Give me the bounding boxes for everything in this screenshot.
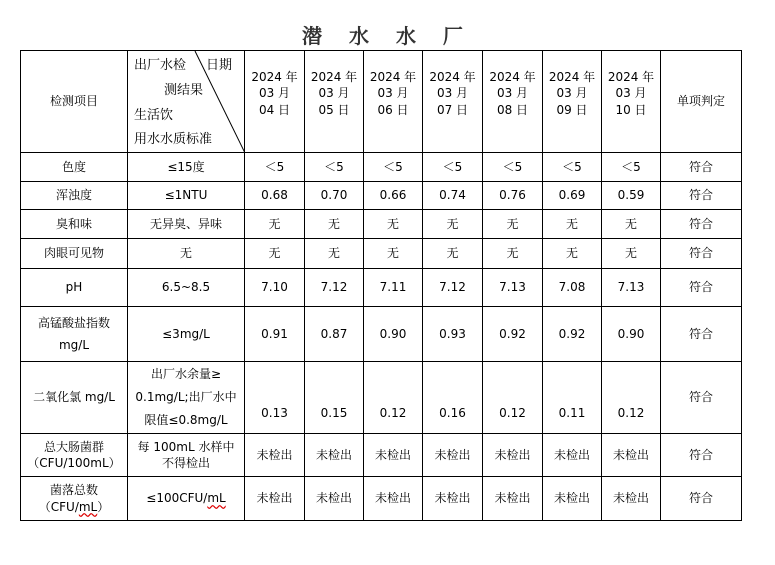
row-standard: 6.5~8.5	[128, 269, 245, 307]
row-value: 未检出	[602, 477, 661, 521]
date-header: 2024 年 03 月 08 日	[483, 51, 543, 153]
row-value: 0.69	[543, 182, 602, 210]
row-value: 0.76	[483, 182, 543, 210]
date-header: 2024 年 03 月 05 日	[305, 51, 364, 153]
date-header: 2024 年 03 月 07 日	[423, 51, 483, 153]
row-value: 未检出	[364, 477, 423, 521]
row-value: ＜5	[245, 153, 305, 182]
row-value: 无	[602, 210, 661, 239]
row-judge: 符合	[661, 477, 742, 521]
row-value: 未检出	[364, 434, 423, 477]
row-standard: ≤15度	[128, 153, 245, 182]
diag-text-1: 出厂水检	[134, 58, 187, 73]
row-value: 无	[305, 239, 364, 269]
row-value: 0.68	[245, 182, 305, 210]
row-value: 未检出	[245, 477, 305, 521]
row-value: 0.12	[364, 362, 423, 434]
row-standard: ≤1NTU	[128, 182, 245, 210]
table-row	[21, 210, 742, 239]
header-row	[21, 51, 742, 77]
row-value: 未检出	[543, 434, 602, 477]
row-value: 无	[423, 239, 483, 269]
row-value: 未检出	[305, 477, 364, 521]
row-item: 高锰酸盐指数 mg/L	[21, 307, 128, 362]
row-item: 菌落总数 （CFU/mL）	[21, 477, 128, 521]
row-standard: ≤100CFU/mL	[128, 477, 245, 521]
row-standard: 每 100mL 水样中 不得检出	[128, 434, 245, 477]
row-item: 总大肠菌群 （CFU/100mL）	[21, 434, 128, 477]
row-value: 0.16	[423, 362, 483, 434]
date-header: 2024 年 03 月 04 日	[245, 51, 305, 153]
row-value: 0.13	[245, 362, 305, 434]
row-value: 未检出	[423, 434, 483, 477]
row-item: 臭和味	[21, 210, 128, 239]
row-value: 0.12	[483, 362, 543, 434]
row-judge: 符合	[661, 210, 742, 239]
row-value: 7.08	[543, 269, 602, 307]
table-row	[21, 239, 742, 269]
row-value: 未检出	[602, 434, 661, 477]
row-value: 0.92	[543, 307, 602, 362]
row-value: 0.90	[364, 307, 423, 362]
row-value: 0.92	[483, 307, 543, 362]
row-value: 无	[364, 210, 423, 239]
header-judge: 单项判定	[661, 51, 742, 153]
page-title: 潜 水 水 厂	[302, 24, 473, 48]
row-value: 0.15	[305, 362, 364, 434]
row-value: 无	[543, 239, 602, 269]
row-judge: 符合	[661, 307, 742, 362]
row-value: 无	[245, 210, 305, 239]
row-value: 0.87	[305, 307, 364, 362]
row-judge: 符合	[661, 182, 742, 210]
row-value: ＜5	[364, 153, 423, 182]
row-item: pH	[21, 269, 128, 307]
date-header: 2024 年 03 月 06 日	[364, 51, 423, 153]
row-value: 7.10	[245, 269, 305, 307]
row-value: 7.12	[423, 269, 483, 307]
table-row	[21, 434, 742, 477]
row-value: 无	[543, 210, 602, 239]
table-row	[21, 153, 742, 182]
row-value: ＜5	[602, 153, 661, 182]
row-value: ＜5	[305, 153, 364, 182]
row-value: 未检出	[245, 434, 305, 477]
row-value: 7.13	[483, 269, 543, 307]
row-value: 无	[364, 239, 423, 269]
row-value: 7.12	[305, 269, 364, 307]
row-value: 0.90	[602, 307, 661, 362]
row-value: 0.74	[423, 182, 483, 210]
row-judge: 符合	[661, 434, 742, 477]
diag-text-date: 日期	[206, 58, 233, 73]
row-item: 色度	[21, 153, 128, 182]
row-value: 0.12	[602, 362, 661, 434]
table-row	[21, 182, 742, 210]
row-value: 0.70	[305, 182, 364, 210]
row-value: 7.11	[364, 269, 423, 307]
row-value: 0.11	[543, 362, 602, 434]
row-value: 0.59	[602, 182, 661, 210]
row-value: 未检出	[543, 477, 602, 521]
diag-text-3: 生活饮	[134, 108, 174, 123]
row-value: 未检出	[423, 477, 483, 521]
row-value: 未检出	[305, 434, 364, 477]
row-judge: 符合	[661, 269, 742, 307]
row-standard: ≤3mg/L	[128, 307, 245, 362]
row-judge: 符合	[661, 362, 742, 434]
row-value: 未检出	[483, 434, 543, 477]
row-value: 无	[245, 239, 305, 269]
row-item: 肉眼可见物	[21, 239, 128, 269]
row-standard: 出厂水余量≥ 0.1mg/L;出厂水中 限值≤0.8mg/L	[128, 362, 245, 434]
row-standard: 无	[128, 239, 245, 269]
header-item: 检测项目	[21, 51, 128, 153]
row-value: ＜5	[543, 153, 602, 182]
row-standard: 无异臭、异味	[128, 210, 245, 239]
row-judge: 符合	[661, 239, 742, 269]
table-row	[21, 477, 742, 521]
row-value: 无	[483, 239, 543, 269]
row-value: 0.91	[245, 307, 305, 362]
row-item: 浑浊度	[21, 182, 128, 210]
table-row	[21, 362, 742, 434]
row-value: 无	[305, 210, 364, 239]
row-item: 二氧化氯 mg/L	[21, 362, 128, 434]
date-header: 2024 年 03 月 09 日	[543, 51, 602, 153]
row-value: 无	[423, 210, 483, 239]
diag-text-2: 测结果	[164, 83, 204, 98]
table-row	[21, 307, 742, 362]
row-value: ＜5	[423, 153, 483, 182]
row-value: 7.13	[602, 269, 661, 307]
header-diagonal-cell	[128, 51, 245, 153]
date-header: 2024 年 03 月 10 日	[602, 51, 661, 153]
row-value: 无	[602, 239, 661, 269]
row-value: 无	[483, 210, 543, 239]
row-value: 0.66	[364, 182, 423, 210]
row-value: ＜5	[483, 153, 543, 182]
table-row	[21, 269, 742, 307]
water-quality-table	[20, 50, 742, 521]
row-value: 未检出	[483, 477, 543, 521]
row-judge: 符合	[661, 153, 742, 182]
diag-text-4: 用水水质标准	[134, 132, 213, 147]
row-value: 0.93	[423, 307, 483, 362]
